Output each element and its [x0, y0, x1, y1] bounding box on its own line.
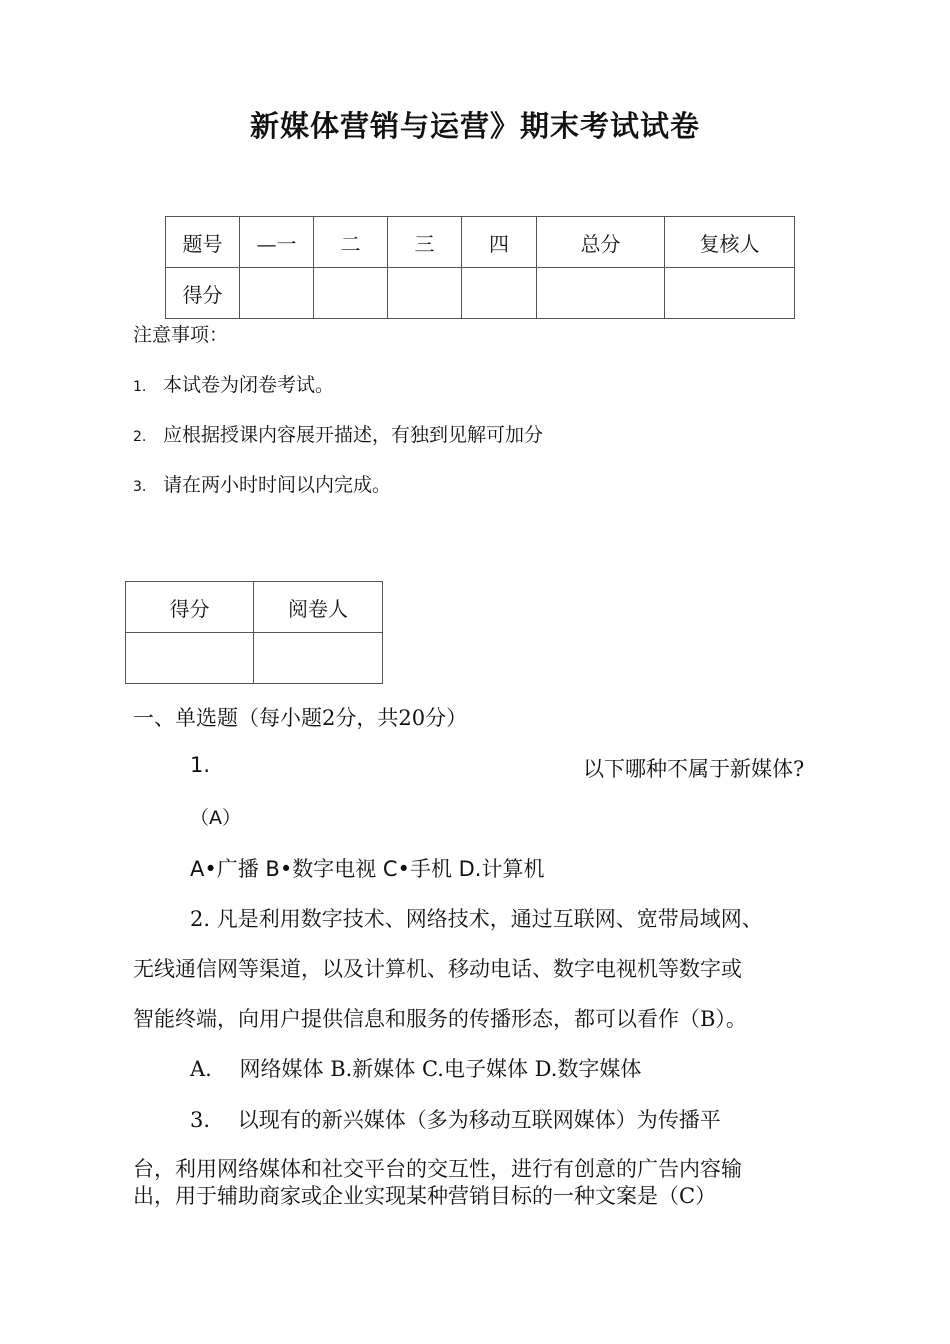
- grader-table: [125, 581, 383, 684]
- q1-options: A•广播 B•数字电视 C•手机 D.计算机: [190, 857, 545, 881]
- header-cell-question-number: 题号: [166, 217, 240, 268]
- header-cell-2: 二: [314, 217, 388, 268]
- note-number: 2.: [133, 429, 147, 445]
- score-cell[interactable]: [462, 268, 537, 319]
- score-table: [165, 216, 795, 319]
- q1-answer: （A）: [190, 807, 241, 829]
- note-number: 1.: [133, 379, 147, 395]
- score-cell[interactable]: [537, 268, 665, 319]
- score-table-header-row: [166, 217, 795, 268]
- header-cell-1: —一: [240, 217, 314, 268]
- note-text: 本试卷为闭卷考试。: [163, 374, 335, 396]
- grader-score-cell[interactable]: [126, 633, 254, 684]
- note-item-3: [133, 470, 391, 497]
- note-text: 请在两小时时间以内完成。: [163, 474, 392, 496]
- note-item-2: [133, 420, 543, 447]
- q1-number: 1.: [190, 753, 211, 777]
- header-cell-3: 三: [388, 217, 462, 268]
- section-heading: 一、单选题（每小题2分，共20分）: [133, 706, 468, 730]
- score-cell[interactable]: [388, 268, 462, 319]
- grader-table-header-row: [126, 582, 383, 633]
- note-number: 3.: [133, 479, 147, 495]
- note-text: 应根据授课内容展开描述，有独到见解可加分: [163, 424, 544, 446]
- score-table-score-row: [166, 268, 795, 319]
- q3-line-2: 台，利用网络媒体和社交平台的交互性，进行有创意的广告内容输: [133, 1157, 742, 1181]
- grader-name-label: 阅卷人: [254, 582, 383, 633]
- score-cell[interactable]: [314, 268, 388, 319]
- q2-options: A. 网络媒体 B.新媒体 C.电子媒体 D.数字媒体: [190, 1057, 642, 1081]
- note-item-1: [133, 370, 334, 397]
- q2-line-2: 无线通信网等渠道，以及计算机、移动电话、数字电视机等数字或: [133, 957, 742, 981]
- grader-name-cell[interactable]: [254, 633, 383, 684]
- q2-line-3: 智能终端，向用户提供信息和服务的传播形态，都可以看作（B）。: [133, 1007, 747, 1031]
- score-cell[interactable]: [240, 268, 314, 319]
- grader-table-input-row: [126, 633, 383, 684]
- q3-line-1: 3. 以现有的新兴媒体（多为移动互联网媒体）为传播平: [190, 1108, 721, 1132]
- notes-heading: 注意事项：: [133, 324, 229, 346]
- score-cell[interactable]: [665, 268, 795, 319]
- q2-line-1: 2. 凡是利用数字技术、网络技术，通过互联网、宽带局域网、: [190, 907, 763, 931]
- row-label-score: 得分: [166, 268, 240, 319]
- grader-score-label: 得分: [126, 582, 254, 633]
- header-cell-reviewer: 复核人: [665, 217, 795, 268]
- page-title: 新媒体营销与运营》期末考试试卷: [249, 109, 700, 143]
- q3-line-3: 出，用于辅助商家或企业实现某种营销目标的一种文案是（C）: [133, 1184, 717, 1208]
- q1-text: 以下哪种不属于新媒体?: [583, 757, 805, 781]
- header-cell-4: 四: [462, 217, 537, 268]
- header-cell-total: 总分: [537, 217, 665, 268]
